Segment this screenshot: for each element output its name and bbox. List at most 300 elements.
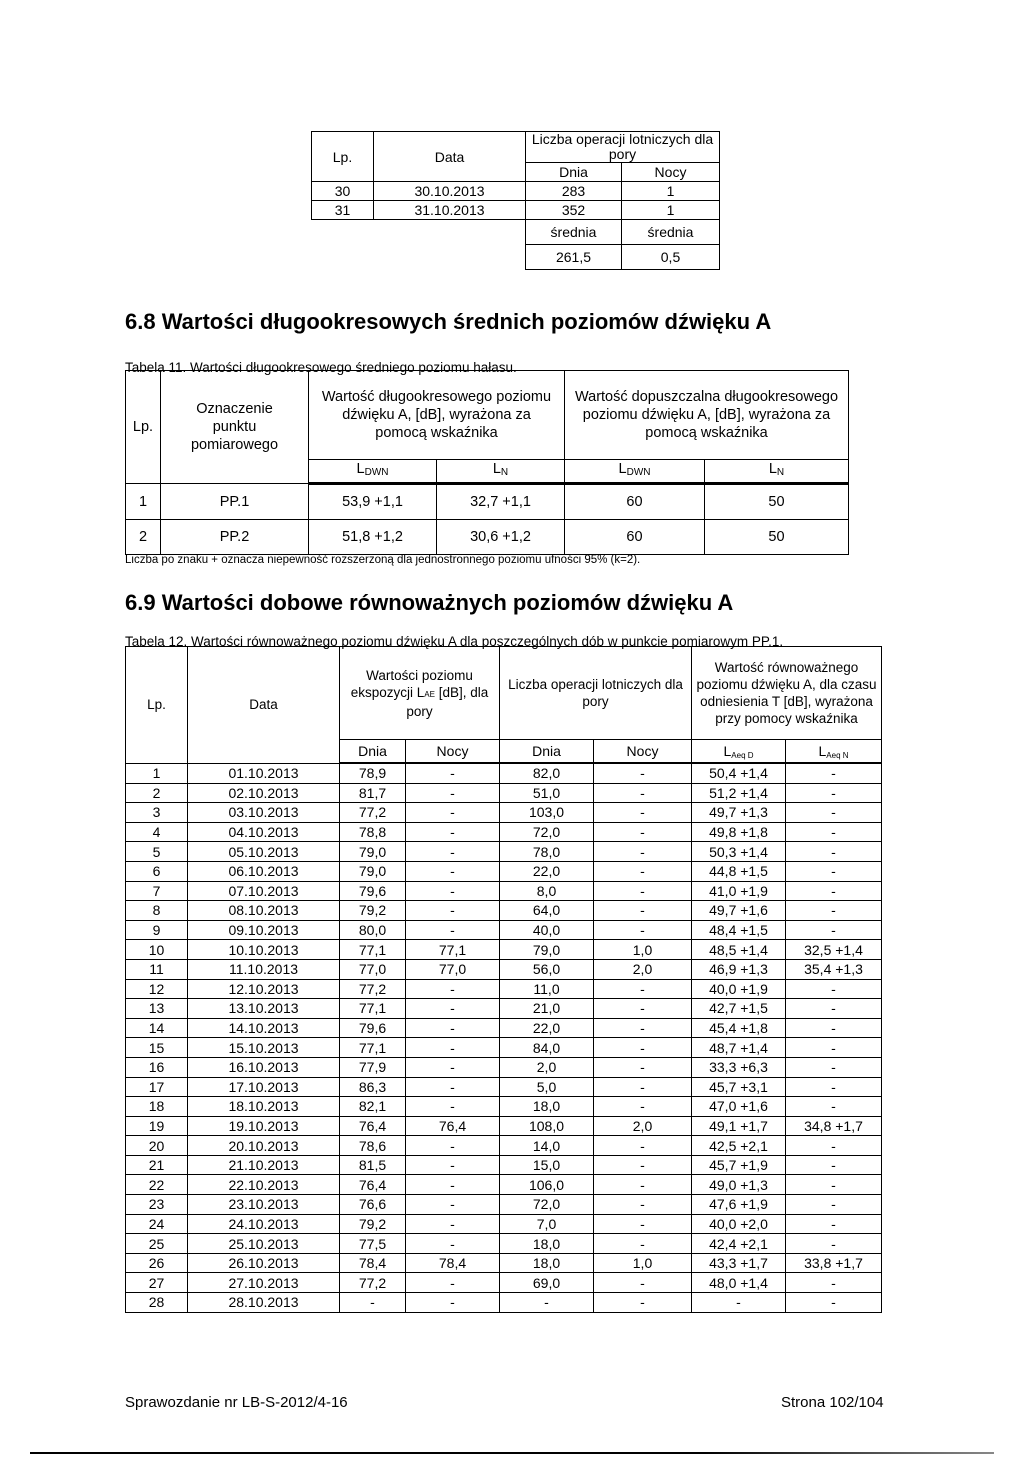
t12-ops-nocy: 1,0 <box>594 1253 692 1273</box>
t11-cell: 51,8 +1,2 <box>309 520 437 555</box>
t12-lae-nocy: - <box>406 1234 500 1254</box>
t12-laeq-d: 47,6 +1,9 <box>692 1195 786 1215</box>
t12-ops-dnia: 15,0 <box>500 1155 594 1175</box>
t12-laeq-d: 48,5 +1,4 <box>692 940 786 960</box>
t12-ops-dnia: 2,0 <box>500 1057 594 1077</box>
t12-sub-laeqd: LAeq D <box>692 740 786 764</box>
table-row <box>126 940 882 960</box>
t12-laeq-n: - <box>786 881 882 901</box>
table-row <box>126 1136 882 1156</box>
t12-ops-nocy: - <box>594 842 692 862</box>
t12-lae-dnia: 77,1 <box>340 1038 406 1058</box>
t12-laeq-d: 33,3 +6,3 <box>692 1057 786 1077</box>
t12-col-data: Data <box>188 647 340 764</box>
table-row <box>126 1195 882 1215</box>
ops-cell: 352 <box>526 201 622 220</box>
ops-col-data: Data <box>374 132 526 182</box>
t12-lae-nocy: - <box>406 861 500 881</box>
t12-lae-dnia: 79,2 <box>340 1214 406 1234</box>
t12-lp: 17 <box>126 1077 188 1097</box>
t12-lae-nocy: - <box>406 999 500 1019</box>
t12-ops-nocy: - <box>594 861 692 881</box>
ops-avg-label-dnia: średnia <box>526 220 622 245</box>
t12-lae-dnia: 77,2 <box>340 979 406 999</box>
t11-cell: 2 <box>126 520 161 555</box>
t12-lp: 13 <box>126 999 188 1019</box>
ops-cell: 30.10.2013 <box>374 182 526 201</box>
t12-lp: 3 <box>126 803 188 823</box>
t12-ops-dnia: 8,0 <box>500 881 594 901</box>
t12-laeq-n: - <box>786 1077 882 1097</box>
t12-ops-dnia: 108,0 <box>500 1116 594 1136</box>
table-row <box>126 861 882 881</box>
table-row <box>126 783 882 803</box>
table-row <box>126 920 882 940</box>
table-11-note: Liczba po znaku + oznacza niepewność rozszerzoną dla jednostronnego poziomu ufności 95% (k=2). <box>125 554 641 566</box>
t12-sub-dnia: Dnia <box>340 740 406 764</box>
t12-ops-nocy: - <box>594 1214 692 1234</box>
t12-laeq-n: - <box>786 1273 882 1293</box>
table-row <box>126 999 882 1019</box>
t12-ops-nocy: - <box>594 1136 692 1156</box>
ops-cell: 1 <box>622 182 720 201</box>
table-row <box>126 901 882 921</box>
t11-cell: 50 <box>705 484 849 520</box>
t12-laeq-d: 45,7 +3,1 <box>692 1077 786 1097</box>
t12-ops-nocy: - <box>594 803 692 823</box>
t12-lae-dnia: 79,6 <box>340 1018 406 1038</box>
t11-col-point: Oznaczenie punktu pomiarowego <box>161 371 309 484</box>
ops-cell: 283 <box>526 182 622 201</box>
table-row <box>312 201 720 220</box>
t12-date: 13.10.2013 <box>188 999 340 1019</box>
t12-ops-dnia: 106,0 <box>500 1175 594 1195</box>
t12-lp: 21 <box>126 1155 188 1175</box>
t11-cell: 60 <box>565 520 705 555</box>
t12-lae-dnia: 77,2 <box>340 1273 406 1293</box>
t12-laeq-n: 32,5 +1,4 <box>786 940 882 960</box>
t12-lae-nocy: - <box>406 1018 500 1038</box>
t11-cell: 50 <box>705 520 849 555</box>
table-row <box>126 1273 882 1293</box>
t12-body <box>126 763 882 1312</box>
t12-laeq-n: - <box>786 999 882 1019</box>
ops-avg-dnia: 261,5 <box>526 245 622 270</box>
t12-lae-dnia: 77,9 <box>340 1057 406 1077</box>
t12-lae-dnia: 77,5 <box>340 1234 406 1254</box>
t12-ops-dnia: - <box>500 1293 594 1313</box>
t12-ops-dnia: 5,0 <box>500 1077 594 1097</box>
t12-lae-nocy: 77,1 <box>406 940 500 960</box>
table-row <box>126 520 849 555</box>
section-title-6-9: 6.9 Wartości dobowe równoważnych poziomów dźwięku A <box>125 590 734 615</box>
t11-sub-ldwn-allowed: LDWN <box>565 460 705 484</box>
table-row <box>126 1077 882 1097</box>
table-row <box>126 1214 882 1234</box>
t11-sub-ln: LN <box>437 460 565 484</box>
t12-laeq-n: - <box>786 920 882 940</box>
t12-lae-nocy: - <box>406 1155 500 1175</box>
t12-ops-dnia: 11,0 <box>500 979 594 999</box>
t12-lp: 6 <box>126 861 188 881</box>
table-11 <box>125 370 849 555</box>
t12-date: 10.10.2013 <box>188 940 340 960</box>
t12-laeq-n: - <box>786 979 882 999</box>
t12-date: 18.10.2013 <box>188 1097 340 1117</box>
t12-date: 26.10.2013 <box>188 1253 340 1273</box>
t11-cell: PP.2 <box>161 520 309 555</box>
t12-ops-dnia: 103,0 <box>500 803 594 823</box>
t12-lae-dnia: 79,6 <box>340 881 406 901</box>
t12-lp: 4 <box>126 822 188 842</box>
t12-ops-dnia: 22,0 <box>500 1018 594 1038</box>
t12-ops-nocy: - <box>594 979 692 999</box>
t12-sub-ops-dnia: Dnia <box>500 740 594 764</box>
t12-ops-nocy: - <box>594 1234 692 1254</box>
t12-lae-nocy: - <box>406 1175 500 1195</box>
t12-lp: 20 <box>126 1136 188 1156</box>
t12-laeq-d: 43,3 +1,7 <box>692 1253 786 1273</box>
t12-laeq-d: 48,4 +1,5 <box>692 920 786 940</box>
ops-col-nocy: Nocy <box>622 163 720 182</box>
table-12-caption: Tabela 12. Wartości równoważnego poziomu dźwięku A dla poszczególnych dób w punkcie pomiarowym PP.1. <box>125 634 784 649</box>
t12-lae-dnia: 81,7 <box>340 783 406 803</box>
t12-laeq-d: 41,0 +1,9 <box>692 881 786 901</box>
t12-ops-nocy: - <box>594 1273 692 1293</box>
t12-ops-nocy: - <box>594 822 692 842</box>
t12-laeq-n: - <box>786 1195 882 1215</box>
t12-sub-laeqn: LAeq N <box>786 740 882 764</box>
t12-laeq-d: 42,7 +1,5 <box>692 999 786 1019</box>
t12-laeq-n: - <box>786 1097 882 1117</box>
t12-lp: 27 <box>126 1273 188 1293</box>
t12-date: 12.10.2013 <box>188 979 340 999</box>
ops-cell: 31.10.2013 <box>374 201 526 220</box>
table-row <box>126 1234 882 1254</box>
t12-lp: 14 <box>126 1018 188 1038</box>
t12-laeq-n: - <box>786 822 882 842</box>
t12-date: 27.10.2013 <box>188 1273 340 1293</box>
t12-date: 28.10.2013 <box>188 1293 340 1313</box>
t12-lae-dnia: 78,4 <box>340 1253 406 1273</box>
t12-ops-dnia: 69,0 <box>500 1273 594 1293</box>
t11-cell: 30,6 +1,2 <box>437 520 565 555</box>
t12-laeq-d: 50,4 +1,4 <box>692 763 786 783</box>
t12-lp: 2 <box>126 783 188 803</box>
t12-laeq-d: 48,7 +1,4 <box>692 1038 786 1058</box>
t12-date: 03.10.2013 <box>188 803 340 823</box>
t12-ops-nocy: - <box>594 1077 692 1097</box>
t12-laeq-n: - <box>786 803 882 823</box>
ops-cell: 30 <box>312 182 374 201</box>
t12-date: 23.10.2013 <box>188 1195 340 1215</box>
t12-laeq-d: 49,1 +1,7 <box>692 1116 786 1136</box>
t12-ops-dnia: 78,0 <box>500 842 594 862</box>
t12-date: 01.10.2013 <box>188 763 340 783</box>
t12-lp: 9 <box>126 920 188 940</box>
t12-laeq-d: 49,0 +1,3 <box>692 1175 786 1195</box>
t12-date: 02.10.2013 <box>188 783 340 803</box>
t12-date: 24.10.2013 <box>188 1214 340 1234</box>
t12-col-laeq: Wartość równoważnego poziomu dźwięku A, dla czasu odniesienia T [dB], wyrażona przy pomocy wskaźnika <box>692 647 882 740</box>
t12-laeq-n: - <box>786 1038 882 1058</box>
t12-ops-nocy: - <box>594 1038 692 1058</box>
t12-ops-nocy: - <box>594 999 692 1019</box>
t12-date: 08.10.2013 <box>188 901 340 921</box>
t12-lae-nocy: - <box>406 763 500 783</box>
t12-ops-nocy: 2,0 <box>594 959 692 979</box>
t12-laeq-d: 42,5 +2,1 <box>692 1136 786 1156</box>
table-row <box>126 1116 882 1136</box>
t12-ops-nocy: - <box>594 1293 692 1313</box>
t12-ops-nocy: - <box>594 881 692 901</box>
table-11-caption: Tabela 11. Wartości długookresowego średniego poziomu hałasu. <box>125 360 517 375</box>
ops-cell: 31 <box>312 201 374 220</box>
t12-laeq-d: 40,0 +1,9 <box>692 979 786 999</box>
section-title-6-8: 6.8 Wartości długookresowych średnich poziomów dźwięku A <box>125 309 772 334</box>
t12-lae-nocy: 77,0 <box>406 959 500 979</box>
t12-lae-dnia: 80,0 <box>340 920 406 940</box>
t12-laeq-n: 34,8 +1,7 <box>786 1116 882 1136</box>
t12-lp: 12 <box>126 979 188 999</box>
t12-lae-nocy: - <box>406 1273 500 1293</box>
t12-sub-ops-nocy: Nocy <box>594 740 692 764</box>
table-row <box>126 881 882 901</box>
t12-lae-nocy: - <box>406 979 500 999</box>
ops-avg-nocy: 0,5 <box>622 245 720 270</box>
t12-lae-nocy: 76,4 <box>406 1116 500 1136</box>
table-row <box>126 763 882 783</box>
t11-col-lp: Lp. <box>126 371 161 484</box>
table-row <box>126 822 882 842</box>
ops-col-lp: Lp. <box>312 132 374 182</box>
t12-lp: 16 <box>126 1057 188 1077</box>
t12-lae-nocy: - <box>406 1136 500 1156</box>
t12-laeq-n: - <box>786 763 882 783</box>
table-row <box>126 1038 882 1058</box>
t12-laeq-n: - <box>786 1234 882 1254</box>
t12-lp: 11 <box>126 959 188 979</box>
t12-lae-dnia: 78,8 <box>340 822 406 842</box>
t12-lae-nocy: - <box>406 1077 500 1097</box>
t12-date: 09.10.2013 <box>188 920 340 940</box>
t12-ops-dnia: 22,0 <box>500 861 594 881</box>
t12-laeq-d: 46,9 +1,3 <box>692 959 786 979</box>
ops-col-group: Liczba operacji lotniczych dla pory <box>526 132 720 163</box>
t12-date: 06.10.2013 <box>188 861 340 881</box>
t12-laeq-n: - <box>786 842 882 862</box>
report-number: Sprawozdanie nr LB-S-2012/4-16 <box>125 1394 348 1411</box>
t12-ops-nocy: - <box>594 783 692 803</box>
t12-date: 21.10.2013 <box>188 1155 340 1175</box>
t12-lp: 15 <box>126 1038 188 1058</box>
t12-laeq-n: 35,4 +1,3 <box>786 959 882 979</box>
t12-ops-dnia: 56,0 <box>500 959 594 979</box>
table-row <box>126 959 882 979</box>
t12-lp: 19 <box>126 1116 188 1136</box>
t12-lae-dnia: 79,0 <box>340 861 406 881</box>
t12-ops-nocy: - <box>594 1018 692 1038</box>
t12-lp: 10 <box>126 940 188 960</box>
t12-lae-dnia: 86,3 <box>340 1077 406 1097</box>
t12-lae-dnia: 79,0 <box>340 842 406 862</box>
t12-laeq-n: - <box>786 901 882 921</box>
t12-col-lae: Wartości poziomu ekspozycji LAE [dB], dla pory <box>340 647 500 740</box>
t12-ops-nocy: - <box>594 1057 692 1077</box>
t12-lp: 28 <box>126 1293 188 1313</box>
t12-lae-nocy: - <box>406 1038 500 1058</box>
t12-lp: 7 <box>126 881 188 901</box>
t12-laeq-d: 50,3 +1,4 <box>692 842 786 862</box>
t12-ops-dnia: 18,0 <box>500 1253 594 1273</box>
t12-date: 17.10.2013 <box>188 1077 340 1097</box>
t12-ops-dnia: 18,0 <box>500 1097 594 1117</box>
t12-lae-dnia: 76,6 <box>340 1195 406 1215</box>
t12-laeq-d: 49,7 +1,6 <box>692 901 786 921</box>
t12-laeq-n: - <box>786 861 882 881</box>
t12-date: 16.10.2013 <box>188 1057 340 1077</box>
t12-ops-dnia: 40,0 <box>500 920 594 940</box>
t12-lae-dnia: 77,1 <box>340 940 406 960</box>
table-row <box>126 1155 882 1175</box>
t12-lae-nocy: - <box>406 881 500 901</box>
t12-lae-nocy: - <box>406 1057 500 1077</box>
t12-laeq-n: - <box>786 1175 882 1195</box>
t11-sub-ldwn: LDWN <box>309 460 437 484</box>
t12-lae-nocy: - <box>406 842 500 862</box>
t12-date: 15.10.2013 <box>188 1038 340 1058</box>
ops-col-dnia: Dnia <box>526 163 622 182</box>
t12-lae-dnia: 81,5 <box>340 1155 406 1175</box>
t12-lae-dnia: - <box>340 1293 406 1313</box>
t12-laeq-d: 49,8 +1,8 <box>692 822 786 842</box>
table-row <box>126 1253 882 1273</box>
t12-date: 25.10.2013 <box>188 1234 340 1254</box>
table-row <box>126 842 882 862</box>
t12-col-lp: Lp. <box>126 647 188 764</box>
t11-sub-ln-allowed: LN <box>705 460 849 484</box>
t12-lae-nocy: - <box>406 920 500 940</box>
t12-ops-nocy: - <box>594 920 692 940</box>
t12-laeq-n: - <box>786 783 882 803</box>
t12-ops-nocy: 1,0 <box>594 940 692 960</box>
t12-lae-nocy: - <box>406 901 500 921</box>
t12-lae-nocy: 78,4 <box>406 1253 500 1273</box>
t12-lae-nocy: - <box>406 1195 500 1215</box>
t12-date: 14.10.2013 <box>188 1018 340 1038</box>
t12-lae-dnia: 77,0 <box>340 959 406 979</box>
t12-lp: 26 <box>126 1253 188 1273</box>
t12-ops-nocy: - <box>594 901 692 921</box>
ops-avg-label-nocy: średnia <box>622 220 720 245</box>
t12-laeq-n: - <box>786 1057 882 1077</box>
t12-ops-dnia: 84,0 <box>500 1038 594 1058</box>
t11-cell: 60 <box>565 484 705 520</box>
t12-date: 22.10.2013 <box>188 1175 340 1195</box>
bottom-rule <box>30 1452 994 1454</box>
t12-lae-dnia: 78,6 <box>340 1136 406 1156</box>
t12-ops-dnia: 51,0 <box>500 783 594 803</box>
t11-cell: 32,7 +1,1 <box>437 484 565 520</box>
t12-col-ops: Liczba operacji lotniczych dla pory <box>500 647 692 740</box>
t12-date: 07.10.2013 <box>188 881 340 901</box>
t12-ops-dnia: 72,0 <box>500 1195 594 1215</box>
t12-lp: 18 <box>126 1097 188 1117</box>
t12-ops-nocy: - <box>594 1155 692 1175</box>
t12-laeq-d: 49,7 +1,3 <box>692 803 786 823</box>
table-row <box>126 803 882 823</box>
t12-ops-nocy: - <box>594 763 692 783</box>
t12-ops-dnia: 79,0 <box>500 940 594 960</box>
t12-lae-nocy: - <box>406 822 500 842</box>
t11-col-value: Wartość długookresowego poziomu dźwięku A, [dB], wyrażona za pomocą wskaźnika <box>309 371 565 460</box>
table-row <box>126 1175 882 1195</box>
table-row <box>126 484 849 520</box>
t12-lae-dnia: 78,9 <box>340 763 406 783</box>
t12-laeq-n: - <box>786 1293 882 1313</box>
t12-laeq-n: - <box>786 1136 882 1156</box>
t12-ops-dnia: 21,0 <box>500 999 594 1019</box>
table-row <box>126 1057 882 1077</box>
t12-laeq-d: 44,8 +1,5 <box>692 861 786 881</box>
t11-col-allowed: Wartość dopuszczalna długookresowego poziomu dźwięku A, [dB], wyrażona za pomocą wskaźnika <box>565 371 849 460</box>
t12-ops-nocy: - <box>594 1097 692 1117</box>
table-12 <box>125 646 882 1313</box>
t12-lae-dnia: 79,2 <box>340 901 406 921</box>
t12-ops-nocy: - <box>594 1175 692 1195</box>
t12-laeq-n: 33,8 +1,7 <box>786 1253 882 1273</box>
t12-laeq-d: 48,0 +1,4 <box>692 1273 786 1293</box>
t12-date: 19.10.2013 <box>188 1116 340 1136</box>
t12-lae-nocy: - <box>406 1097 500 1117</box>
t12-lae-dnia: 76,4 <box>340 1175 406 1195</box>
t11-cell: 53,9 +1,1 <box>309 484 437 520</box>
t12-lp: 24 <box>126 1214 188 1234</box>
t12-lp: 25 <box>126 1234 188 1254</box>
t12-laeq-d: 51,2 +1,4 <box>692 783 786 803</box>
t12-lp: 1 <box>126 763 188 783</box>
t12-lp: 22 <box>126 1175 188 1195</box>
t12-ops-dnia: 18,0 <box>500 1234 594 1254</box>
t12-date: 04.10.2013 <box>188 822 340 842</box>
t12-laeq-n: - <box>786 1018 882 1038</box>
t12-lp: 5 <box>126 842 188 862</box>
t12-lp: 8 <box>126 901 188 921</box>
t12-lae-dnia: 82,1 <box>340 1097 406 1117</box>
table-row <box>312 182 720 201</box>
t12-lp: 23 <box>126 1195 188 1215</box>
table-row <box>126 979 882 999</box>
table-row <box>126 1097 882 1117</box>
t12-ops-dnia: 14,0 <box>500 1136 594 1156</box>
t11-cell: PP.1 <box>161 484 309 520</box>
t12-laeq-d: 40,0 +2,0 <box>692 1214 786 1234</box>
t12-lae-nocy: - <box>406 803 500 823</box>
table-row <box>126 1018 882 1038</box>
operations-summary-table <box>311 131 720 270</box>
t12-ops-dnia: 82,0 <box>500 763 594 783</box>
t12-ops-dnia: 72,0 <box>500 822 594 842</box>
t12-laeq-d: 45,7 +1,9 <box>692 1155 786 1175</box>
t12-ops-nocy: 2,0 <box>594 1116 692 1136</box>
t12-sub-nocy: Nocy <box>406 740 500 764</box>
t12-laeq-d: 47,0 +1,6 <box>692 1097 786 1117</box>
t12-lae-dnia: 76,4 <box>340 1116 406 1136</box>
t12-laeq-d: - <box>692 1293 786 1313</box>
t12-ops-dnia: 7,0 <box>500 1214 594 1234</box>
ops-cell: 1 <box>622 201 720 220</box>
t12-laeq-n: - <box>786 1155 882 1175</box>
